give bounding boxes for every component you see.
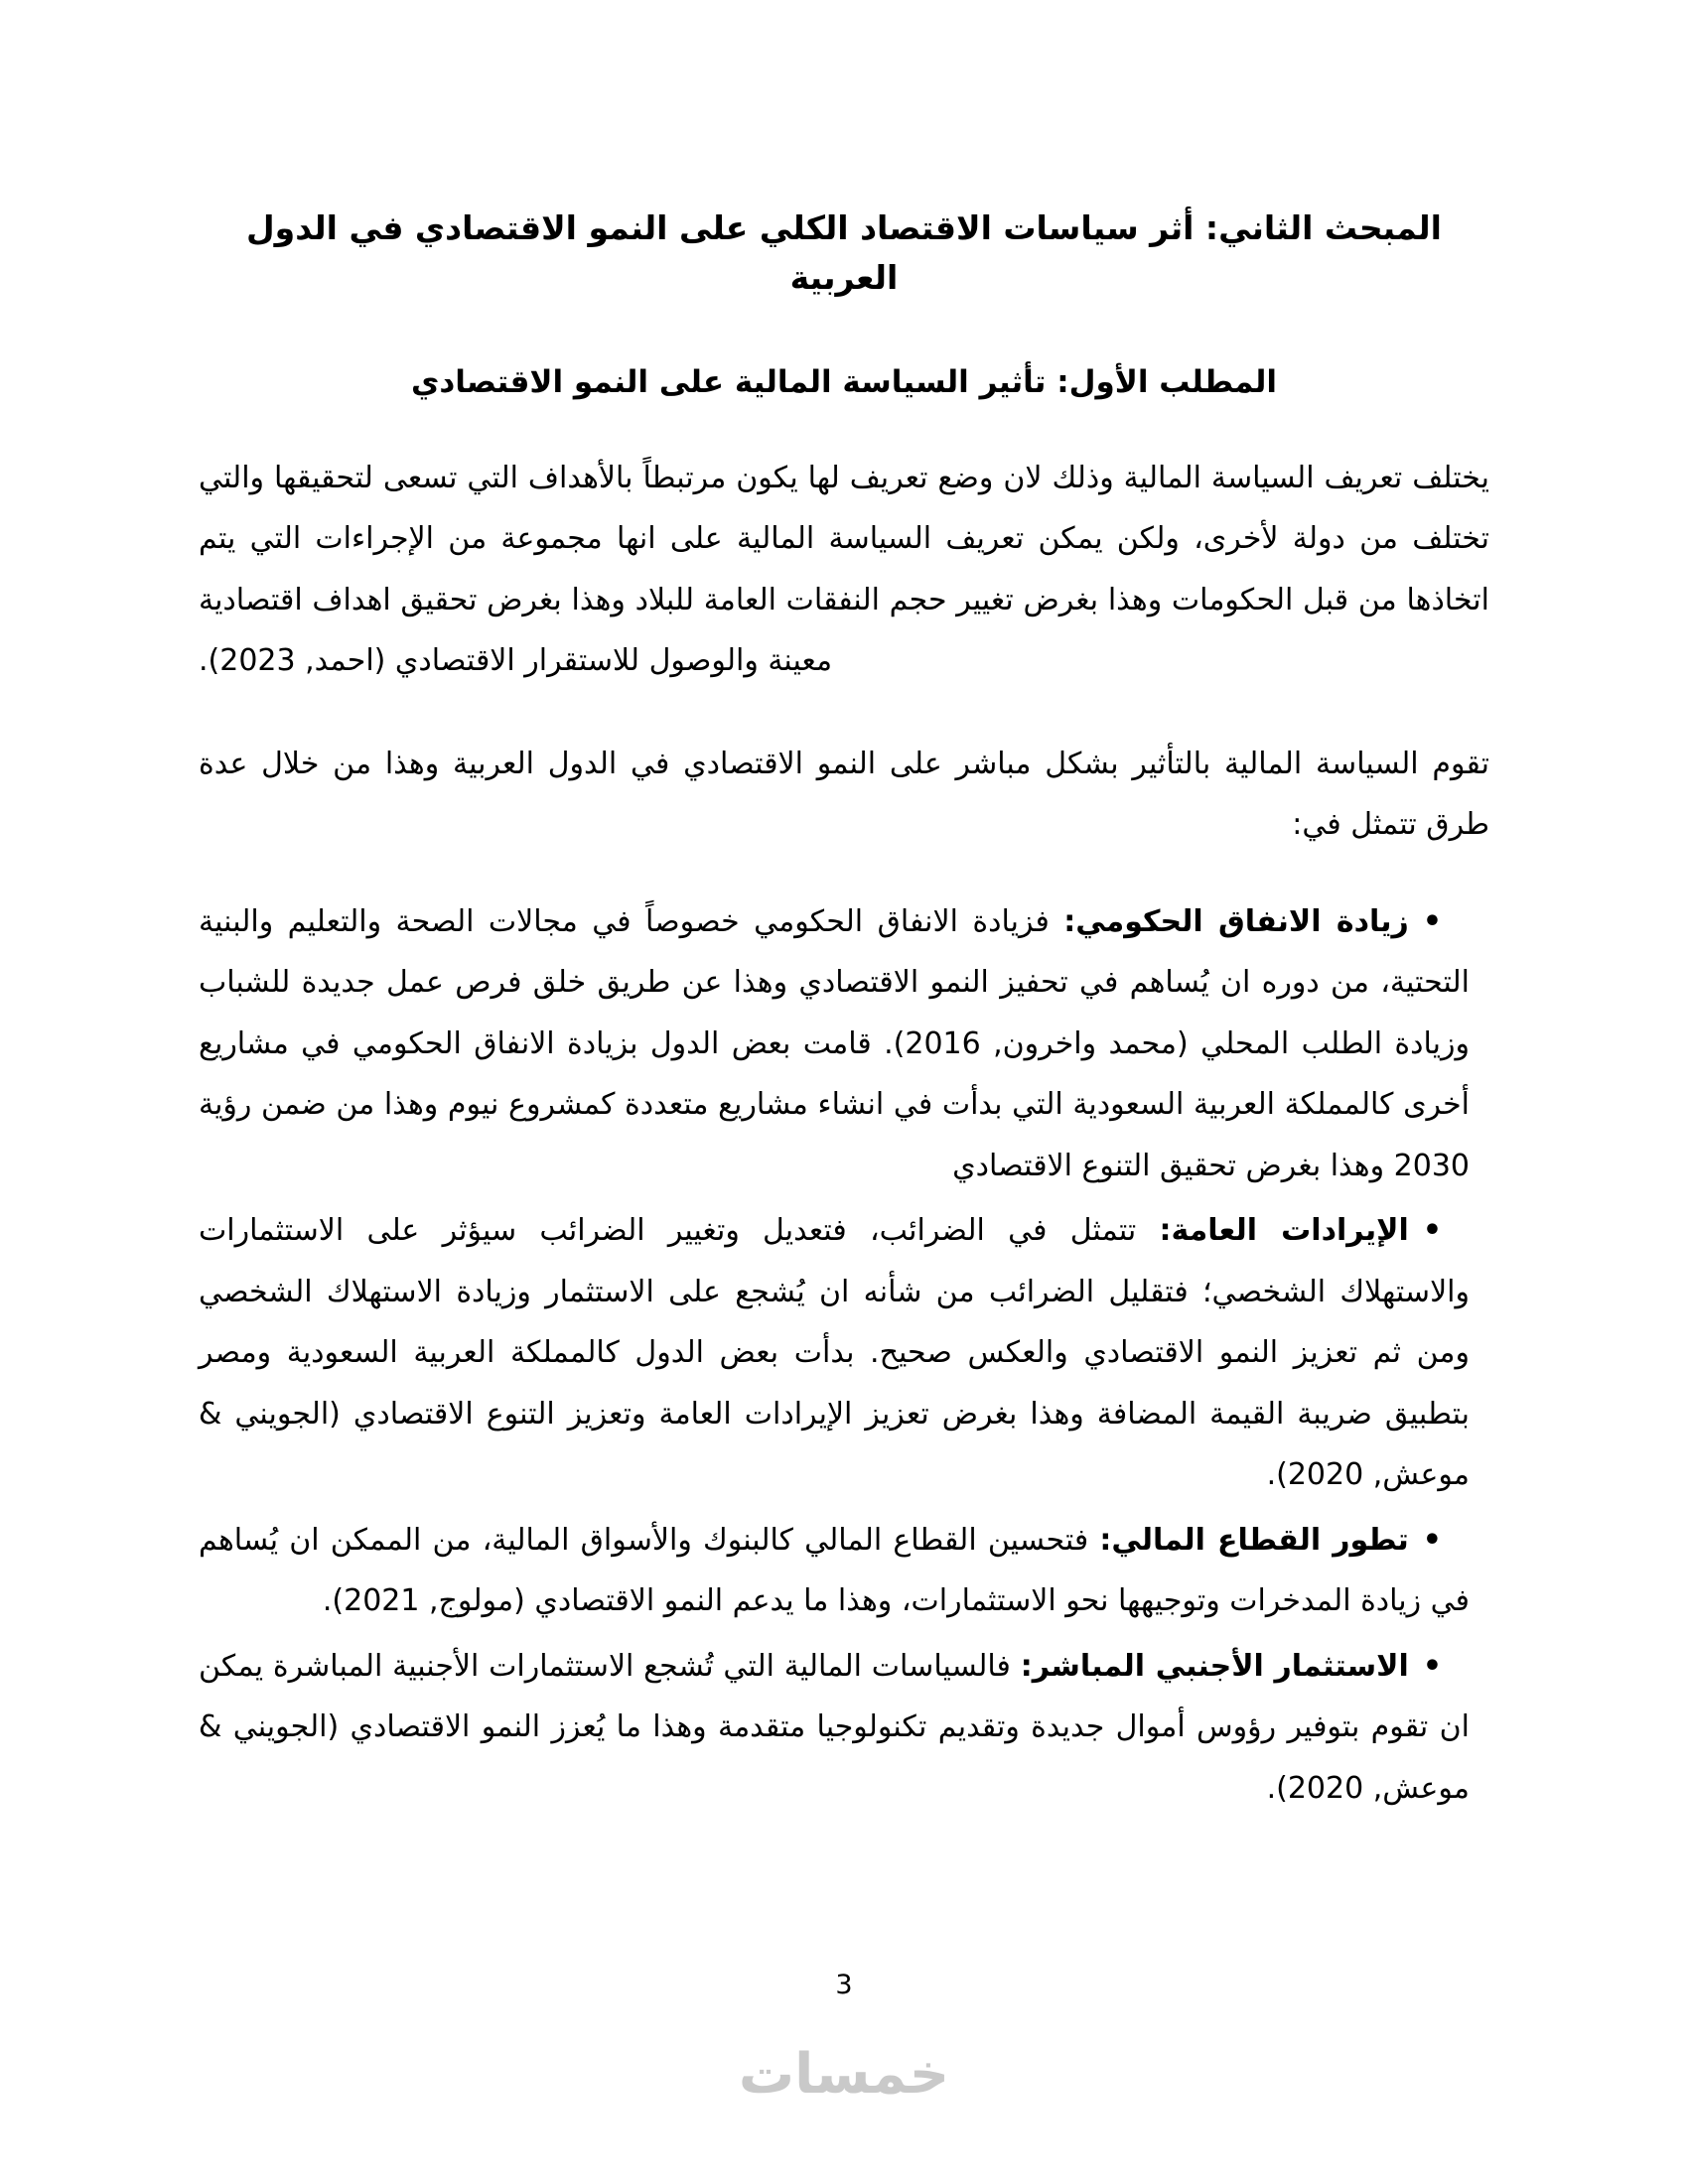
list-item-text: فالسياسات المالية التي تُشجع الاستثمارات الأجنبية المباشرة يمكن ان تقوم بتوفير رؤوس أموال جديدة وتقديم تكنولوجيا متقدمة وهذا ما يُعزز النمو الاقتصادي (الجويني & موعش, 2020). (199, 1648, 1470, 1806)
paragraph-intro-to-list: تقوم السياسة المالية بالتأثير بشكل مباشر على النمو الاقتصادي في الدول العربية وهذا من خلال عدة طرق تتمثل في: (199, 746, 1489, 842)
list-item-text: تتمثل في الضرائب، فتعديل وتغيير الضرائب سيؤثر على الاستثمارات والاستهلاك الشخصي؛ فتقليل الضرائب من شأنه ان يُشجع على الاستثمار وزيادة الاستهلاك الشخصي ومن ثم تعزيز النمو الاقتصادي والعكس صحيح. بدأت بعض الدول كالمملكة العربية السعودية ومصر بتطبيق ضريبة القيمة المضافة وهذا بغرض تعزيز الإيرادات العامة وتعزيز التنوع الاقتصادي (الجويني & موعش, 2020). (199, 1213, 1470, 1492)
paragraph-fiscal-policy-definition: يختلف تعريف السياسة المالية وذلك لان وضع تعريف لها يكون مرتبطاً بالأهداف التي تسعى لتحقيقها والتي تختلف من دولة لأخرى، ولكن يمكن تعريف السياسة المالية على انها مجموعة من الإجراءات التي يتم اتخاذها من قبل الحكومات وهذا بغرض تغيير حجم النفقات العامة للبلاد وهذا بغرض تحقيق اهداف اقتصادية معينة والوصول للاستقرار الاقتصادي (احمد, 2023). (199, 460, 1489, 678)
khamsat-watermark-logo: خمسات (738, 2042, 950, 2107)
bullet-icon: • (1422, 1213, 1442, 1248)
page-number: 3 (835, 1970, 853, 2000)
list-item-lead: الإيرادات العامة: (1159, 1213, 1409, 1248)
list-item-foreign-investment (199, 1636, 1489, 1820)
list-item-text: فتحسين القطاع المالي كالبنوك والأسواق المالية، من الممكن ان يُساهم في زيادة المدخرات وتوجيهها نحو الاستثمارات، وهذا ما يدعم النمو الاقتصادي (مولوج, 2021). (199, 1522, 1470, 1618)
section-title: المبحث الثاني: أثر سياسات الاقتصاد الكلي على النمو الاقتصادي في الدول العربية (246, 208, 1442, 297)
bullet-icon: • (1422, 1648, 1442, 1684)
list-item-financial-sector (199, 1510, 1489, 1632)
bullet-icon: • (1422, 903, 1442, 939)
bullet-icon: • (1422, 1522, 1442, 1558)
list-item-lead: زيادة الانفاق الحكومي: (1063, 903, 1409, 939)
subsection-title: المطلب الأول: تأثير السياسة المالية على النمو الاقتصادي (410, 364, 1278, 400)
list-item-government-spending (199, 891, 1489, 1197)
list-item-public-revenues (199, 1200, 1489, 1506)
list-item-lead: الاستثمار الأجنبي المباشر: (1020, 1648, 1409, 1684)
policy-effects-list (199, 891, 1489, 1820)
list-item-lead: تطور القطاع المالي: (1099, 1522, 1409, 1558)
list-item-text: فزيادة الانفاق الحكومي خصوصاً في مجالات الصحة والتعليم والبنية التحتية، من دوره ان يُساهم في تحفيز النمو الاقتصادي وهذا عن طريق خلق فرص عمل جديدة للشباب وزيادة الطلب المحلي (محمد واخرون, 2016). قامت بعض الدول بزيادة الانفاق الحكومي في مشاريع أخرى كالمملكة العربية السعودية التي بدأت في انشاء مشاريع متعددة كمشروع نيوم وهذا من ضمن رؤية 2030 وهذا بغرض تحقيق التنوع الاقتصادي (199, 903, 1470, 1183)
